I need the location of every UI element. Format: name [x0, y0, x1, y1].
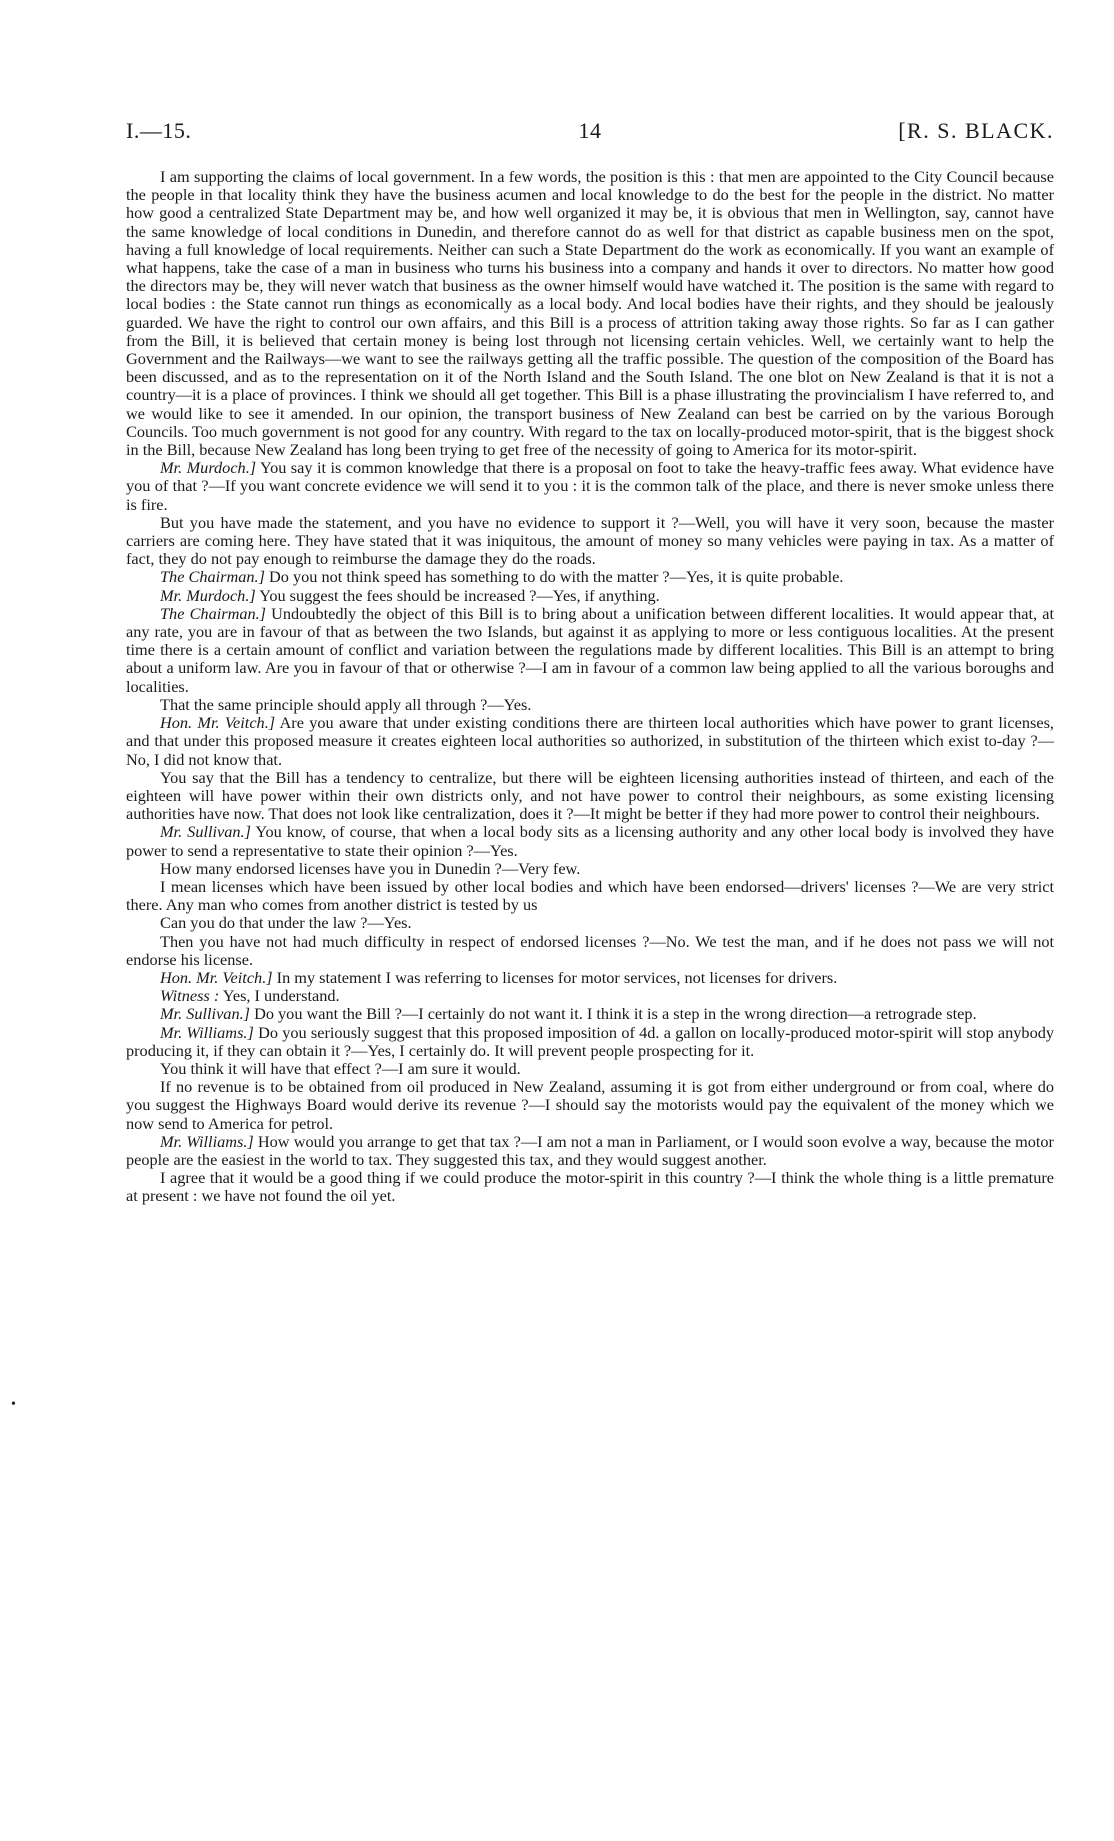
- document-reference: I.—15.: [126, 118, 192, 143]
- paragraph-text: You think it will have that effect ?—I am sure it would.: [160, 1058, 521, 1078]
- paragraph-text: Do you seriously suggest that this proposed imposition of 4d. a gallon on locally-produced motor-spirit will stop anybody producing it, if they can obtain it ?—Yes, I certainly do. It will prevent people prospecting for it.: [126, 1022, 1054, 1060]
- paragraph-text: How many endorsed licenses have you in Dunedin ?—Very few.: [160, 858, 581, 878]
- paragraph: [126, 605, 1054, 696]
- paragraph-text: Do you not think speed has something to do with the matter ?—Yes, it is quite probable.: [264, 567, 844, 587]
- speaker: Mr. Murdoch.]: [160, 458, 257, 478]
- paragraph: [126, 568, 1054, 586]
- paragraph: [126, 969, 1054, 987]
- paragraph: [126, 860, 1054, 878]
- paragraph: [126, 587, 1054, 605]
- paragraph: [126, 1024, 1054, 1060]
- paragraph: [126, 987, 1054, 1005]
- paragraph: [126, 1078, 1054, 1133]
- paragraph-text: I am supporting the claims of local government. In a few words, the position is this : that men are appointed to the City Council because the people in that locality think they have the business acumen and local knowledge to do the best for the people in the district. No matter how good a centralized State Department may be, and how well organized it may be, it is obvious that men in Wellington, say, cannot have the same knowledge of local conditions in Dunedin, and therefore cannot do as well for that district as capable business men on the spot, having a full knowledge of local requirements. Neither can such a State Department do the work as economically. If you want an example of what happens, take the case of a man in business who turns his business into a company and hands it over to directors. No matter how good the directors may be, they will never watch that business as the owner himself would have watched it. The position is the same with regard to local bodies : the State cannot run things as economically as a local body. And local bodies have their rights, and they should be jealously guarded. We have the right to control our own affairs, and this Bill is a process of attrition taking away those rights. So far as I can gather from the Bill, it is believed that certain money is being lost through not licensing certain vehicles. Well, we certainly want to help the Government and the Railways—we want to see the railways getting all the traffic possible. The question of the composition of the Board has been discussed, and as to the representation on it of the North Island and the South Island. The one blot on New Zealand is that it is not a country—it is a place of provinces. I think we should all get together. This Bill is a phase illustrating the provincialism I have referred to, and we would like to see it amended. In our opinion, the transport business of New Zealand can best be carried on by the various Borough Councils. Too much government is not good for any country. With regard to the tax on locally-produced motor-spirit, that is the biggest shock in the Bill, because New Zealand has long been trying to get free of the necessity of going to America for its motor-spirit.: [126, 167, 1054, 460]
- speaker: The Chairman.]: [160, 567, 265, 587]
- speaker: Mr. Murdoch.]: [160, 585, 256, 605]
- speaker: Witness :: [160, 986, 220, 1006]
- paragraph: [126, 168, 1054, 459]
- speaker: Hon. Mr. Veitch.]: [160, 967, 273, 987]
- paragraph-text: That the same principle should apply all through ?—Yes.: [160, 694, 532, 714]
- speaker: Mr. Williams.]: [160, 1022, 254, 1042]
- paragraph-text: Undoubtedly the object of this Bill is to bring about a unification between different localities. It would appear that, at any rate, you are in favour of that as between the two Islands, but against it as applying to more or less contiguous localities. At the present time there is a certain amount of conflict and variation between the regulations made by different localities. This Bill is an attempt to bring about a uniform law. Are you in favour of that or otherwise ?—I am in favour of a common law being applied to all the various boroughs and localities.: [126, 603, 1054, 696]
- paragraph: [126, 514, 1054, 569]
- speaker: Mr. Williams.]: [160, 1131, 254, 1151]
- speaker: The Chairman.]: [160, 603, 267, 623]
- paragraph-text: But you have made the statement, and you have no evidence to support it ?—Well, you will have it very soon, because the master carriers are coming here. They have stated that it was iniquitous, the amount of money so many vehicles were paying in tax. As a matter of fact, they do not pay enough to reimburse the damage they do the roads.: [126, 512, 1054, 569]
- paragraph: [126, 914, 1054, 932]
- paragraph: [126, 1169, 1054, 1205]
- paragraph: [126, 933, 1054, 969]
- page-number: 14: [578, 118, 602, 143]
- paragraph: [126, 1060, 1054, 1078]
- document-body: [126, 168, 1054, 1206]
- paragraph-text: I agree that it would be a good thing if we could produce the motor-spirit in this country ?—I think the whole thing is a little premature at present : we have not found the oil yet.: [126, 1168, 1054, 1206]
- speaker: Mr. Sullivan.]: [160, 822, 251, 842]
- paragraph-text: Can you do that under the law ?—Yes.: [160, 913, 412, 933]
- page-header: [126, 118, 1054, 148]
- paragraph: [126, 714, 1054, 769]
- paragraph: [126, 1005, 1054, 1023]
- paragraph: [126, 696, 1054, 714]
- paragraph-text: You suggest the fees should be increased ?—Yes, if anything.: [255, 585, 660, 605]
- paragraph: [126, 1133, 1054, 1169]
- paragraph-text: I mean licenses which have been issued by other local bodies and which have been endorsed—drivers' licenses ?—We are very strict there. Any man who comes from another district is tested by us: [126, 876, 1054, 915]
- paragraph: [126, 459, 1054, 514]
- paragraph-text: In my statement I was referring to licenses for motor services, not licenses for drivers.: [272, 967, 838, 987]
- paragraph-text: Yes, I understand.: [219, 986, 340, 1006]
- paragraph-text: Then you have not had much difficulty in respect of endorsed licenses ?—No. We test the man, and if he does not pass we will not endorse his license.: [126, 931, 1054, 969]
- speaker: Hon. Mr. Veitch.]: [160, 713, 276, 733]
- paragraph-text: How would you arrange to get that tax ?—I am not a man in Parliament, or I would soon evolve a way, because the motor people are the easiest in the world to tax. They suggested this tax, and they would suggest another.: [126, 1131, 1054, 1169]
- witness-name: [R. S. BLACK.: [898, 118, 1054, 143]
- paragraph-text: You say that the Bill has a tendency to centralize, but there will be eighteen licensing authorities instead of thirteen, and each of the eighteen will have power within their own districts only, and not have power to control their neighbours, as some existing licensing authorities have now. That does not look like centralization, does it ?—It might be better if they had more power to control their neighbours.: [126, 767, 1054, 824]
- paragraph: [126, 878, 1054, 914]
- margin-mark: •: [11, 1397, 16, 1412]
- paragraph: [126, 769, 1054, 824]
- paragraph-text: You say it is common knowledge that there is a proposal on foot to take the heavy-traffic fees away. What evidence have you of that ?—If you want concrete evidence we will send it to you : it is the common talk of the place, and there is never smoke unless there is fire.: [126, 458, 1054, 514]
- paragraph-text: You know, of course, that when a local body sits as a licensing authority and any other local body is involved they have power to send a representative to state their opinion ?—Yes.: [126, 822, 1054, 860]
- paragraph: [126, 823, 1054, 859]
- paragraph-text: Are you aware that under existing conditions there are thirteen local authorities which have power to grant licenses, and that under this proposed measure it creates eighteen local authorities so authorized, in substitution of the thirteen which exist to-day ?—No, I did not know that.: [126, 713, 1054, 769]
- speaker: Mr. Sullivan.]: [160, 1004, 250, 1024]
- paragraph-text: Do you want the Bill ?—I certainly do not want it. I think it is a step in the wrong direction—a retrograde step.: [250, 1004, 977, 1024]
- paragraph-text: If no revenue is to be obtained from oil produced in New Zealand, assuming it is got from either underground or from coal, where do you suggest the Highways Board would derive its revenue ?—I should say the motorists would pay the equivalent of the money which we now send to America for petrol.: [126, 1077, 1054, 1133]
